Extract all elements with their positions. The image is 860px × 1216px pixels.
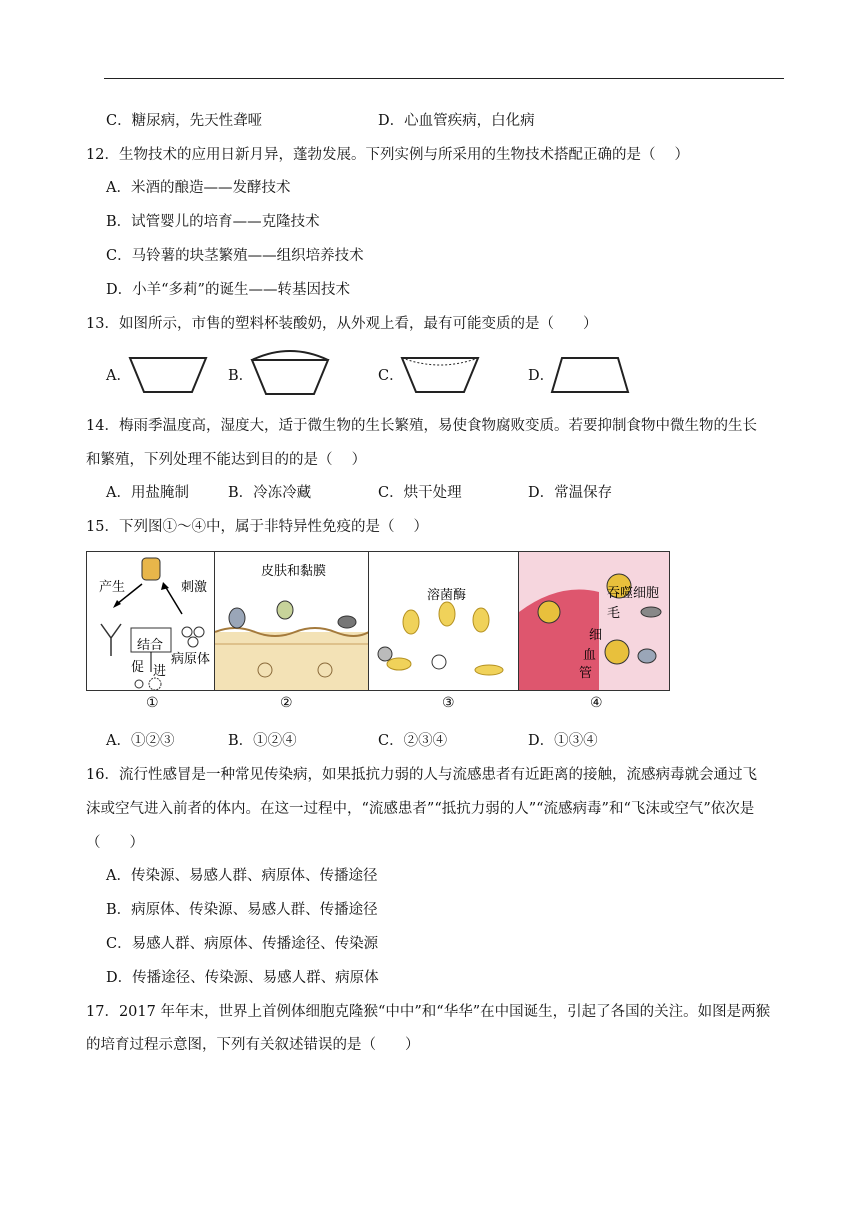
label-promote-2: 进 xyxy=(153,664,167,679)
label-skin-mucosa: 皮肤和黏膜 xyxy=(261,564,327,579)
q17-stem-line1: 17．2017 年年末，世界上首例体细胞克隆猴“中中”和“华华”在中国诞生，引起了各国的关注。如图是两猴 xyxy=(86,1004,771,1020)
label-lysozyme: 溶菌酶 xyxy=(427,588,467,603)
antibody-diagram xyxy=(87,552,215,690)
label-guan: 管 xyxy=(579,666,593,681)
figure-panel-2 xyxy=(215,552,369,690)
label-mao: 毛 xyxy=(607,606,621,621)
figure-number-2: ② xyxy=(280,695,293,711)
label-xi: 细 xyxy=(589,628,603,643)
figure-panel-1 xyxy=(87,552,215,690)
q11-option-c[interactable]: C．糖尿病，先天性聋哑 xyxy=(106,113,263,129)
q14-option-d[interactable]: D．常温保存 xyxy=(528,485,613,501)
q15-option-d[interactable]: D．①③④ xyxy=(528,733,598,749)
q13-label-c[interactable]: C． xyxy=(378,368,404,384)
figure-number-4: ④ xyxy=(590,695,603,711)
q16-option-c[interactable]: C．易感人群、病原体、传播途径、传染源 xyxy=(106,936,379,952)
q16-option-d[interactable]: D．传播途径、传染源、易感人群、病原体 xyxy=(106,970,379,986)
q14-option-b[interactable]: B．冷冻冷藏 xyxy=(228,485,312,501)
q12-option-b[interactable]: B．试管婴儿的培育——克隆技术 xyxy=(106,214,320,230)
q15-option-a[interactable]: A．①②③ xyxy=(106,733,175,749)
phagocyte-illustration xyxy=(519,552,669,690)
label-xue: 血 xyxy=(583,648,597,663)
q16-option-a[interactable]: A．传染源、易感人群、病原体、传播途径 xyxy=(106,868,378,884)
figure-panel-3 xyxy=(369,552,519,690)
q13-cup-bulging-lid-b xyxy=(248,344,332,400)
label-stimulate: 刺激 xyxy=(181,580,208,595)
figure-number-3: ③ xyxy=(442,695,455,711)
q13-stem: 13．如图所示，市售的塑料杯装酸奶，从外观上看，最有可能变质的是（ ） xyxy=(86,316,598,332)
lysozyme-illustration xyxy=(369,552,519,690)
q16-stem-line3: （ ） xyxy=(86,835,144,851)
q14-stem-line1: 14．梅雨季温度高，湿度大，适于微生物的生长繁殖，易使食物腐败变质。若要抑制食物中微生物的生长 xyxy=(86,418,757,434)
q12-option-a[interactable]: A．米酒的酿造——发酵技术 xyxy=(106,180,291,196)
q17-stem-line2: 的培育过程示意图，下列有关叙述错误的是（ ） xyxy=(86,1037,420,1053)
label-phagocyte: 吞噬细胞 xyxy=(607,586,660,601)
q12-stem: 12．生物技术的应用日新月异，蓬勃发展。下列实例与所采用的生物技术搭配正确的是（ ） xyxy=(86,147,690,163)
q13-cup-tilted-d xyxy=(548,352,632,398)
label-combine: 结合 xyxy=(137,638,164,653)
q11-option-d[interactable]: D．心血管疾病，白化病 xyxy=(378,113,535,129)
header-rule xyxy=(104,78,784,79)
label-pathogen: 病原体 xyxy=(171,652,211,667)
q13-cup-normal-a xyxy=(126,352,210,398)
q15-option-b[interactable]: B．①②④ xyxy=(228,733,297,749)
q13-cup-sunken-lid-c xyxy=(398,352,482,398)
label-promote-1: 促 xyxy=(131,660,145,675)
q14-stem-line2: 和繁殖，下列处理不能达到目的的是（ ） xyxy=(86,452,367,468)
q16-option-b[interactable]: B．病原体、传染源、易感人群、传播途径 xyxy=(106,902,378,918)
figure-number-1: ① xyxy=(146,695,159,711)
q15-option-c[interactable]: C．②③④ xyxy=(378,733,448,749)
q12-option-d[interactable]: D．小羊“多莉”的诞生——转基因技术 xyxy=(106,282,350,298)
q16-stem-line1: 16．流行性感冒是一种常见传染病，如果抵抗力弱的人与流感患者有近距离的接触，流感病毒就会通过飞 xyxy=(86,767,757,783)
q16-stem-line2: 沫或空气进入前者的体内。在这一过程中，“流感患者”“抵抗力弱的人”“流感病毒”和“飞沫或空气”依次是 xyxy=(86,801,755,817)
q12-option-c[interactable]: C．马铃薯的块茎繁殖——组织培养技术 xyxy=(106,248,364,264)
q13-label-a[interactable]: A． xyxy=(106,368,131,384)
q15-stem: 15．下列图①～④中，属于非特异性免疫的是（ ） xyxy=(86,519,429,535)
figure-panel-4 xyxy=(519,552,669,690)
q15-immunity-figure xyxy=(86,551,670,691)
q14-option-c[interactable]: C．烘干处理 xyxy=(378,485,462,501)
label-produce: 产生 xyxy=(99,580,126,595)
q14-option-a[interactable]: A．用盐腌制 xyxy=(106,485,189,501)
q13-label-b[interactable]: B． xyxy=(228,368,254,384)
q13-label-d[interactable]: D． xyxy=(528,368,555,384)
